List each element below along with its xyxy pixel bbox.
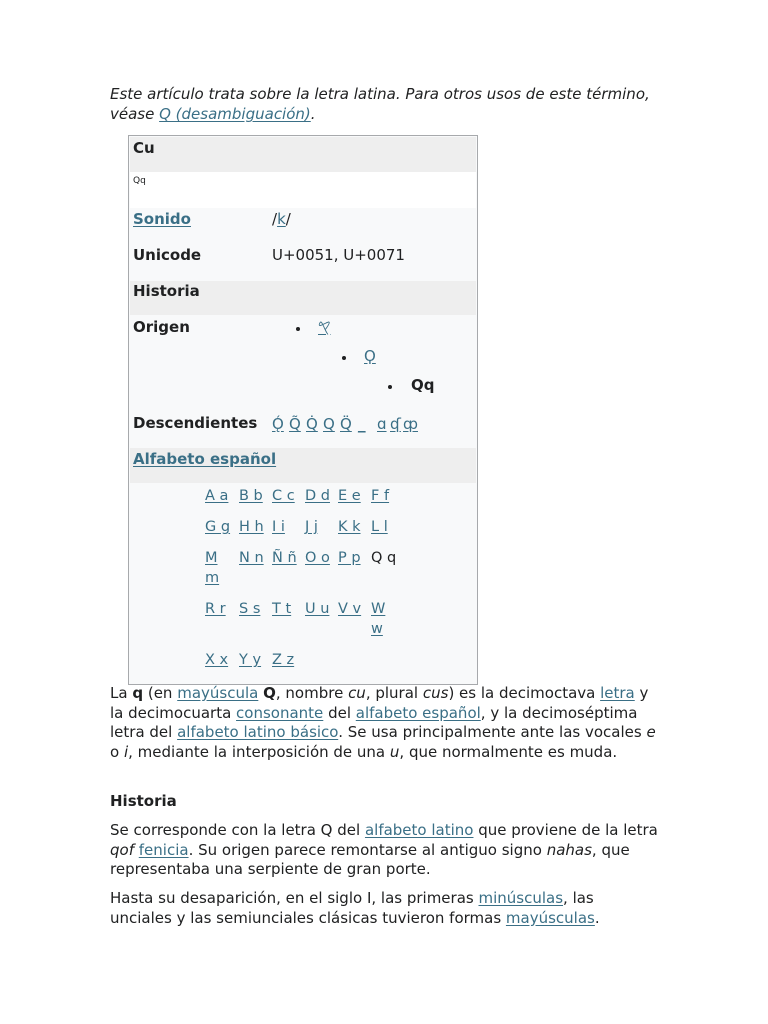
alphabet-letter-link[interactable]: L l — [371, 519, 388, 535]
alfabeto-espanol-link[interactable]: Alfabeto español — [133, 450, 277, 468]
unicode-label: Unicode — [133, 246, 202, 264]
alphabet-letter-link[interactable]: Ñ ñ — [272, 550, 297, 566]
alphabet-letter-link[interactable]: D d — [305, 488, 330, 504]
alfabeto-espanol-link[interactable]: alfabeto español — [355, 703, 481, 722]
descendant-link[interactable]: Q̇ — [306, 415, 318, 433]
text: , mediante la interposición de una — [128, 742, 390, 761]
infobox-historia-row — [130, 281, 476, 315]
text: del — [323, 703, 356, 722]
infobox-alfabeto-row — [130, 448, 476, 483]
unicode-value: U+0051, U+0071 — [272, 246, 405, 264]
italic-text: e — [646, 723, 656, 742]
bullet-icon — [342, 356, 346, 360]
bullet-icon — [296, 327, 300, 331]
descendientes-label: Descendientes — [133, 414, 258, 432]
text: . — [594, 908, 600, 927]
italic-text: u — [389, 742, 400, 761]
descendant-link[interactable]: Ǫ́ — [272, 415, 284, 433]
intro-paragraph — [110, 684, 660, 762]
consonante-link[interactable]: consonante — [236, 703, 324, 722]
text: La — [110, 684, 133, 702]
alphabet-letter-link[interactable]: T t — [272, 601, 292, 617]
bold-text: q — [132, 684, 144, 702]
text: . Se usa principalmente ante las vocales — [338, 723, 647, 742]
letra-link[interactable]: letra — [600, 684, 635, 702]
bullet-icon — [388, 385, 392, 389]
alphabet-letter-link[interactable]: M m — [205, 550, 220, 586]
origen-phoenician-link[interactable]: 𐤒 — [318, 318, 331, 336]
alphabet-letter-link[interactable]: O o — [305, 550, 330, 566]
alphabet-letter-link[interactable]: W w — [371, 601, 386, 637]
sonido-value — [272, 210, 291, 228]
italic-text: cus — [422, 684, 449, 702]
text: ) es la decimoctava — [448, 684, 601, 702]
alphabet-letter-link[interactable]: K k — [338, 519, 361, 535]
alphabet-letter-link[interactable]: I i — [272, 519, 285, 535]
origen-koppa-link[interactable]: Ϙ — [364, 347, 376, 365]
minusculas-link[interactable]: minúsculas — [478, 889, 564, 907]
descendant-link[interactable]: ȹ — [403, 415, 418, 433]
alphabet-letter-link[interactable]: Y y — [239, 652, 262, 668]
text: (en — [143, 684, 178, 702]
alphabet-letter-link[interactable]: R r — [205, 601, 226, 617]
historia-paragraph-1 — [110, 821, 660, 880]
descendant-link[interactable]: Q — [323, 415, 335, 433]
alphabet-letter-link[interactable]: V v — [338, 601, 362, 617]
text: , que representaba una serpiente de gran porte. — [110, 840, 630, 879]
alphabet-letter-link[interactable]: S s — [239, 601, 261, 617]
alfabeto-latino-basico-link[interactable]: alfabeto latino básico — [177, 723, 339, 742]
text: , y la decimoséptima letra del — [110, 703, 638, 742]
historia-paragraph-2 — [110, 889, 660, 928]
mayuscula-link[interactable]: mayúscula — [177, 684, 259, 702]
hatnote — [110, 84, 650, 124]
alphabet-letter-link[interactable]: B b — [239, 488, 263, 504]
text: . Su origen parece remontarse al antiguo signo — [188, 840, 547, 859]
alphabet-letter-link[interactable]: X x — [205, 652, 229, 668]
alphabet-letter-link[interactable]: Z z — [272, 652, 295, 668]
mayusculas-link[interactable]: mayúsculas — [505, 908, 595, 927]
infobox-title-row — [130, 137, 476, 172]
alphabet-letter-current: Q q — [371, 550, 397, 566]
text: que proviene de la letra — [473, 821, 658, 839]
descendant-link[interactable]: ɑ — [377, 415, 387, 433]
infobox — [128, 135, 478, 685]
descendant-link[interactable]: Q̃ — [289, 415, 301, 433]
infobox-glyph: Qq — [133, 176, 146, 186]
hatnote-text: Este artículo trata sobre la letra latina. Para otros usos de este término, véase — [110, 85, 650, 123]
descendant-link[interactable]: ʠ — [390, 415, 401, 433]
alphabet-letter-link[interactable]: A a — [205, 488, 229, 504]
text: Se corresponde con la letra Q del — [110, 821, 365, 839]
alphabet-letter-link[interactable]: E e — [338, 488, 361, 504]
phoneme-k-link[interactable]: k — [277, 210, 286, 228]
disambiguation-link[interactable]: Q (desambiguación) — [159, 105, 311, 123]
infobox-descendientes-row — [130, 412, 476, 448]
sonido-slash-close: / — [285, 210, 291, 228]
origen-label: Origen — [133, 318, 190, 336]
bold-text: Q — [263, 684, 276, 702]
alphabet-letter-link[interactable]: H h — [239, 519, 264, 535]
text: o — [110, 742, 124, 761]
historia-header: Historia — [133, 282, 200, 300]
italic-text: cu — [348, 684, 366, 702]
text: Hasta su desaparición, en el siglo I, las primeras — [110, 889, 479, 907]
alphabet-letter-link[interactable]: N n — [239, 550, 264, 566]
infobox-origen-row — [130, 316, 476, 416]
text: , que normalmente es muda. — [399, 742, 618, 761]
alfabeto-latino-link[interactable]: alfabeto latino — [364, 821, 474, 839]
sonido-link[interactable]: Sonido — [133, 210, 191, 228]
italic-text: nahas — [546, 840, 592, 859]
section-heading-historia: Historia — [110, 792, 177, 810]
infobox-glyph-row — [130, 172, 476, 208]
text: , plural — [365, 684, 423, 702]
origen-current: Qq — [411, 376, 435, 394]
text: , las unciales y las semiunciales clásicas tuvieron formas — [110, 889, 594, 927]
text: , nombre — [275, 684, 349, 702]
descendant-link[interactable]: Q̈ — [340, 415, 352, 433]
infobox-sonido-row — [130, 208, 476, 244]
italic-text: qof — [110, 840, 134, 859]
text: y la decimocuarta — [110, 684, 649, 722]
alphabet-letter-link[interactable]: J j — [305, 519, 318, 535]
alphabet-letter-link[interactable]: F f — [371, 488, 390, 504]
alphabet-letter-link[interactable]: C c — [272, 488, 295, 504]
fenicia-link[interactable]: fenicia — [138, 840, 189, 859]
alphabet-letter-link[interactable]: P p — [338, 550, 361, 566]
infobox-unicode-row — [130, 244, 476, 280]
italic-text: i — [123, 742, 129, 761]
sonido-slash-open: / — [272, 210, 278, 228]
alphabet-letter-link[interactable]: U u — [305, 601, 330, 617]
descendant-link[interactable]: _ — [358, 415, 366, 433]
infobox-title: Cu — [133, 139, 155, 157]
hatnote-end: . — [310, 105, 316, 123]
alphabet-letter-link[interactable]: G g — [205, 519, 231, 535]
